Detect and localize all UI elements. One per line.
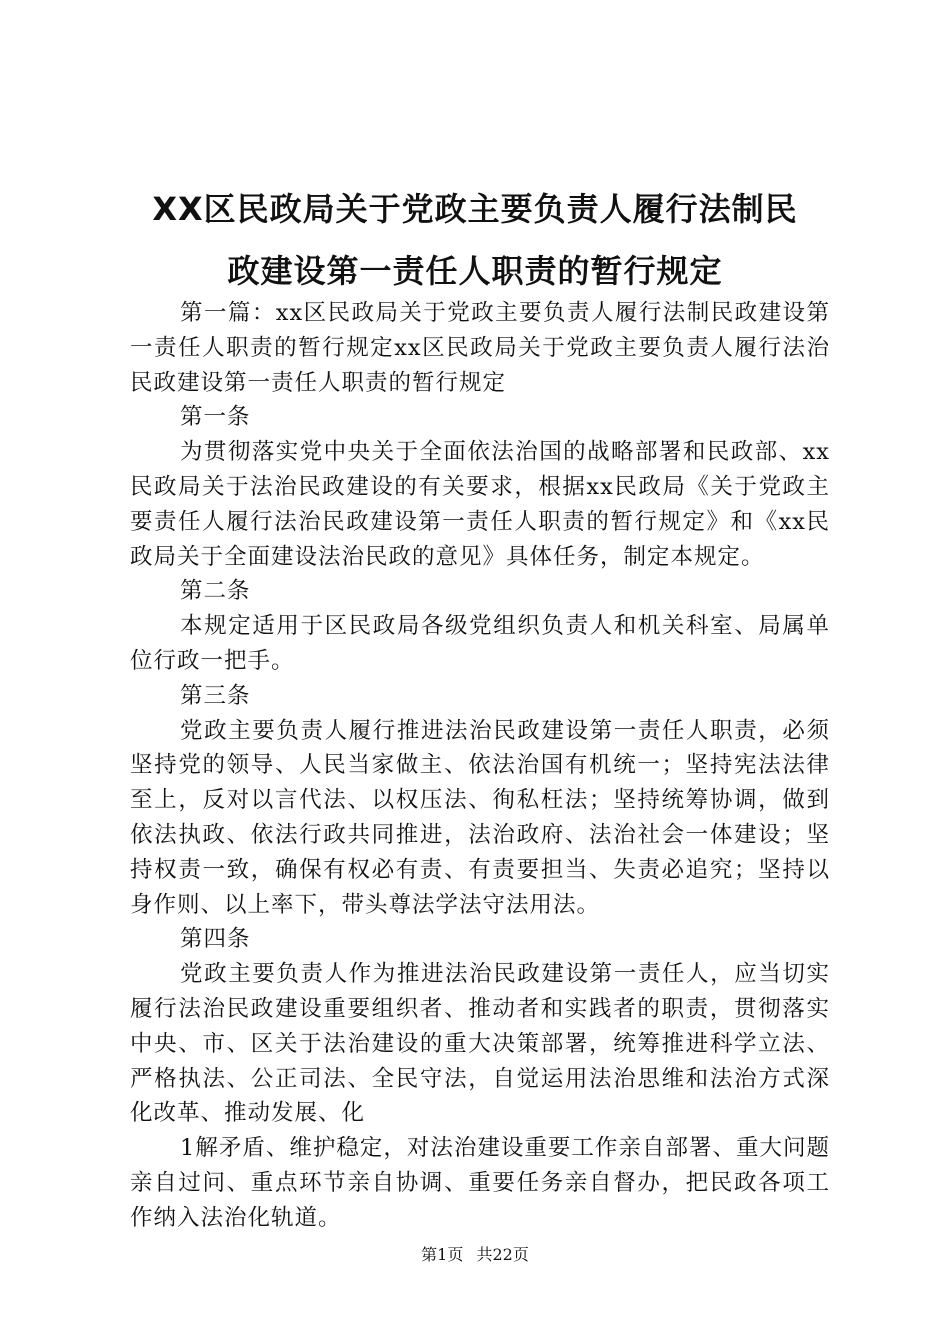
article-4-text: 党政主要负责人作为推进法治民政建设第一责任人，应当切实履行法治民政建设重要组织者、推动者和实践者的职责，贯彻落实中央、市、区关于法治建设的重大决策部署，统筹推进科学立法、严格执法、公正司法、全民守法，自觉运用法治思维和法治方式深化改革、推动发展、化 — [130, 961, 830, 1127]
page-footer — [0, 1244, 950, 1266]
document-body — [130, 296, 830, 1236]
article-3-text: 党政主要负责人履行推进法治民政建设第一责任人职责，必须坚持党的领导、人民当家做主、依法治国有机统一；坚持宪法法律至上，反对以言代法、以权压法、徇私枉法；坚持统筹协调，做到依法执政、依法行政共同推进，法治政府、法治社会一体建设；坚持权责一致，确保有权必有责、有责要担当、失责必追究；坚持以身作则、以上率下，带头尊法学法守法用法。 — [130, 717, 830, 918]
article-4-heading: 第四条 — [180, 926, 251, 953]
document-title — [100, 178, 850, 302]
intro-paragraph: 第一篇：xx区民政局关于党政主要负责人履行法制民政建设第一责任人职责的暂行规定xx区民政局关于党政主要负责人履行法治民政建设第一责任人职责的暂行规定 — [130, 300, 830, 396]
continuation-paragraph: 1解矛盾、维护稳定，对法治建设重要工作亲自部署、重大问题亲自过问、重点环节亲自协调、重要任务亲自督办，把民政各项工作纳入法治化轨道。 — [130, 1135, 830, 1231]
article-1-heading: 第一条 — [180, 404, 251, 431]
article-1-text: 为贯彻落实党中央关于全面依法治国的战略部署和民政部、xx民政局关于法治民政建设的有关要求，根据xx民政局《关于党政主要责任人履行法治民政建设第一责任人职责的暂行规定》和《xx民政局关于全面建设法治民政的意见》具体任务，制定本规定。 — [130, 439, 830, 570]
title-line-1: XX区民政局关于党政主要负责人履行法制民 — [152, 190, 798, 228]
article-3-heading: 第三条 — [180, 682, 251, 709]
title-line-2: 政建设第一责任人职责的暂行规定 — [227, 252, 723, 290]
article-2-heading: 第二条 — [180, 578, 251, 605]
page-number: 第1页 — [421, 1245, 464, 1264]
article-2-text: 本规定适用于区民政局各级党组织负责人和机关科室、局属单位行政一把手。 — [130, 613, 830, 674]
page-total: 共22页 — [476, 1245, 529, 1264]
